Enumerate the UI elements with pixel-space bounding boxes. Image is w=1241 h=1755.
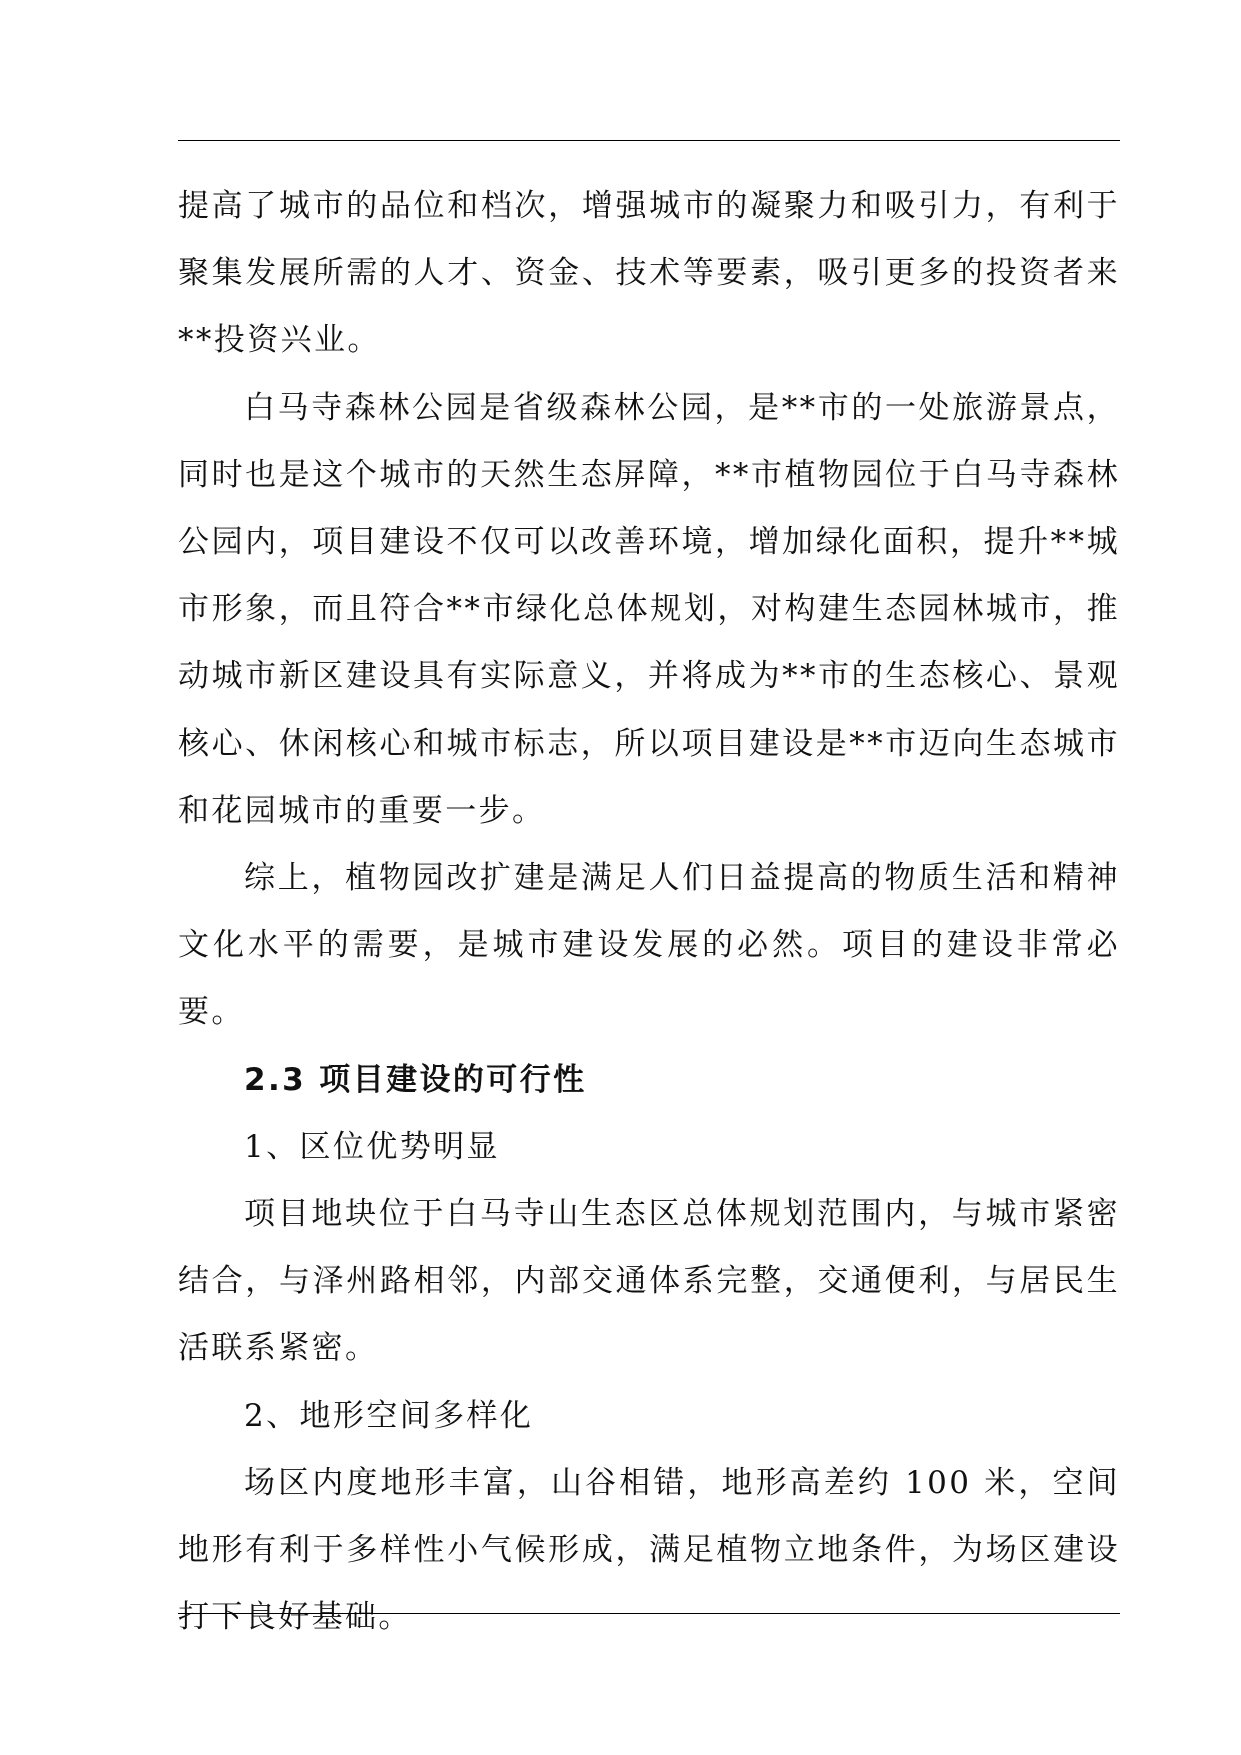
paragraph-baimasi-park: 白马寺森林公园是省级森林公园，是**市的一处旅游景点，同时也是这个城市的天然生态屏障，**市植物园位于白马寺森林公园内，项目建设不仅可以改善环境，增加绿化面积，提升**城市形象，而且符合**市绿化总体规划，对构建生态园林城市，推动城市新区建设具有实际意义，并将成为**市的生态核心、景观核心、休闲核心和城市标志，所以项目建设是**市迈向生态城市和花园城市的重要一步。 [178,389,1120,829]
header-rule [178,140,1120,141]
paragraph-location: 项目地块位于白马寺山生态区总体规划范围内，与城市紧密结合，与泽州路相邻，内部交通体系完整，交通便利，与居民生活联系紧密。 [178,1196,1120,1367]
subheading-location: 1、区位优势明显 [244,1128,500,1165]
paragraph-summary: 综上，植物园改扩建是满足人们日益提高的物质生活和精神文化水平的需要，是城市建设发展的必然。项目的建设非常必要。 [178,860,1120,1031]
paragraph-continuation: 提高了城市的品位和档次，增强城市的凝聚力和吸引力，有利于聚集发展所需的人才、资金、技术等要素，吸引更多的投资者来**投资兴业。 [178,188,1120,359]
subheading-terrain: 2、地形空间多样化 [244,1397,534,1434]
paragraph-terrain: 场区内度地形丰富，山谷相错，地形高差约 100 米，空间地形有利于多样性小气候形成，满足植物立地条件，为场区建设打下良好基础。 [178,1464,1120,1636]
document-body [178,173,1120,1651]
footer-rule [178,1613,1120,1614]
section-heading: 2.3 项目建设的可行性 [244,1061,587,1098]
